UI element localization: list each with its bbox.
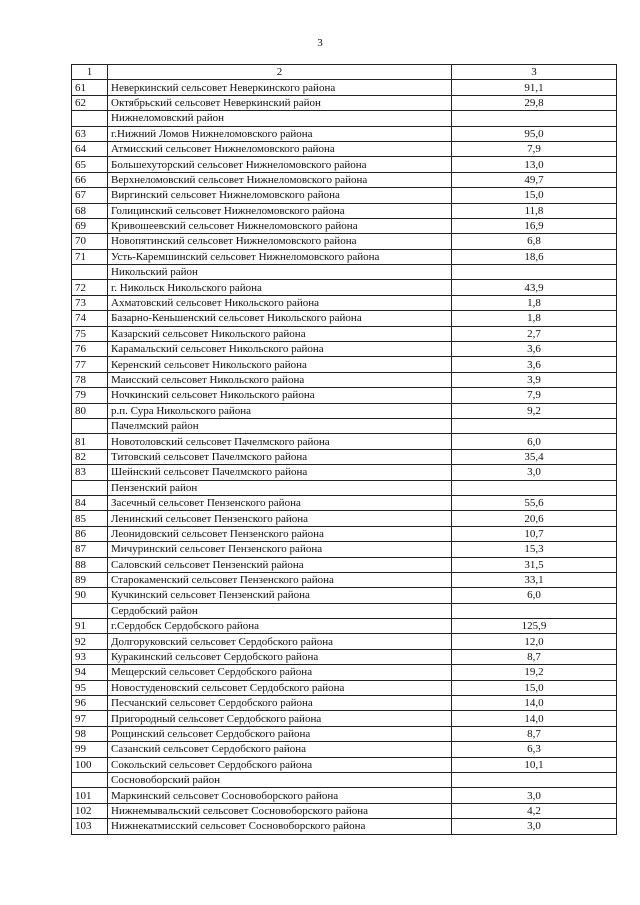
row-name: Голицинский сельсовет Нижнеломовского района: [108, 203, 452, 218]
table-row: [72, 311, 617, 326]
row-number: 84: [72, 495, 108, 510]
table-row: [72, 680, 617, 695]
page-number: 3: [317, 37, 323, 49]
row-number: 101: [72, 788, 108, 803]
row-number: 82: [72, 449, 108, 464]
row-name: Атмисский сельсовет Нижнеломовского района: [108, 141, 452, 156]
table-row: [72, 342, 617, 357]
table-row: [72, 726, 617, 741]
row-number: 97: [72, 711, 108, 726]
row-name: Ленинский сельсовет Пензенского района: [108, 511, 452, 526]
row-value: 3,0: [452, 819, 617, 834]
table-row: [72, 403, 617, 418]
row-value: 8,7: [452, 649, 617, 664]
row-number: 67: [72, 188, 108, 203]
row-value: 13,0: [452, 157, 617, 172]
row-name: Нижнекатмисский сельсовет Сосновоборского района: [108, 819, 452, 834]
row-number: 66: [72, 172, 108, 187]
row-name: Сердобский район: [108, 603, 452, 618]
row-name: Нижнемывальский сельсовет Сосновоборского района: [108, 803, 452, 818]
row-number: 71: [72, 249, 108, 264]
row-name: Кривошеевский сельсовет Нижнеломовского района: [108, 218, 452, 233]
row-name: г. Никольск Никольского района: [108, 280, 452, 295]
row-value: 10,1: [452, 757, 617, 772]
header-cell-value: 3: [452, 65, 617, 80]
row-number: 75: [72, 326, 108, 341]
table-row: [72, 280, 617, 295]
row-number: 90: [72, 588, 108, 603]
row-number: 87: [72, 542, 108, 557]
row-name: Пригородный сельсовет Сердобского района: [108, 711, 452, 726]
table-row: [72, 372, 617, 387]
table-row: [72, 234, 617, 249]
table-row: [72, 495, 617, 510]
table-row: [72, 788, 617, 803]
table-row: [72, 188, 617, 203]
row-number: 94: [72, 665, 108, 680]
row-number: 76: [72, 342, 108, 357]
row-number: 80: [72, 403, 108, 418]
row-number: [72, 480, 108, 495]
table-row: [72, 803, 617, 818]
table-row: [72, 542, 617, 557]
row-name: Засечный сельсовет Пензенского района: [108, 495, 452, 510]
row-name: Старокаменский сельсовет Пензенского района: [108, 572, 452, 587]
table-row: [72, 203, 617, 218]
table-row: [72, 95, 617, 110]
row-number: 62: [72, 95, 108, 110]
table-row: [72, 511, 617, 526]
table-row: [72, 588, 617, 603]
row-value: 8,7: [452, 726, 617, 741]
table-row: [72, 665, 617, 680]
row-number: 89: [72, 572, 108, 587]
row-number: 81: [72, 434, 108, 449]
table-row: [72, 742, 617, 757]
row-number: 100: [72, 757, 108, 772]
row-value: 16,9: [452, 218, 617, 233]
table-row: [72, 819, 617, 834]
row-value: 43,9: [452, 280, 617, 295]
row-number: 96: [72, 696, 108, 711]
row-value: 11,8: [452, 203, 617, 218]
table-row: [72, 557, 617, 572]
row-number: 61: [72, 80, 108, 95]
header-cell-number: 1: [72, 65, 108, 80]
row-name: Большехуторский сельсовет Нижнеломовского района: [108, 157, 452, 172]
row-name: Казарский сельсовет Никольского района: [108, 326, 452, 341]
row-number: 93: [72, 649, 108, 664]
row-value: 7,9: [452, 141, 617, 156]
row-name: Долгоруковский сельсовет Сердобского района: [108, 634, 452, 649]
district-heading-row: [72, 265, 617, 280]
row-number: 63: [72, 126, 108, 141]
row-value: 6,0: [452, 434, 617, 449]
table-row: [72, 634, 617, 649]
row-name: Сокольский сельсовет Сердобского района: [108, 757, 452, 772]
table-row: [72, 449, 617, 464]
table-row: [72, 295, 617, 310]
row-value: 95,0: [452, 126, 617, 141]
row-value: 9,2: [452, 403, 617, 418]
district-heading-row: [72, 480, 617, 495]
row-name: Саловский сельсовет Пензенский района: [108, 557, 452, 572]
row-value: 7,9: [452, 388, 617, 403]
row-number: 95: [72, 680, 108, 695]
row-name: р.п. Сура Никольского района: [108, 403, 452, 418]
row-name: Куракинский сельсовет Сердобского района: [108, 649, 452, 664]
row-name: г.Нижний Ломов Нижнеломовского района: [108, 126, 452, 141]
table-row: [72, 126, 617, 141]
row-name: г.Сердобск Сердобского района: [108, 619, 452, 634]
row-value: 1,8: [452, 295, 617, 310]
row-number: [72, 772, 108, 787]
table-row: [72, 357, 617, 372]
row-name: Новотоловский сельсовет Пачелмского района: [108, 434, 452, 449]
row-name: Пензенский район: [108, 480, 452, 495]
data-table: [71, 64, 617, 835]
table-row: [72, 141, 617, 156]
row-name: Мещерский сельсовет Сердобского района: [108, 665, 452, 680]
row-value: 15,0: [452, 680, 617, 695]
row-number: 88: [72, 557, 108, 572]
table-row: [72, 218, 617, 233]
row-value: [452, 111, 617, 126]
row-name: Верхнеломовский сельсовет Нижнеломовского района: [108, 172, 452, 187]
row-value: 18,6: [452, 249, 617, 264]
row-value: 91,1: [452, 80, 617, 95]
row-number: 98: [72, 726, 108, 741]
row-name: Нижнеломовский район: [108, 111, 452, 126]
table-row: [72, 465, 617, 480]
row-value: 3,0: [452, 788, 617, 803]
row-value: 125,9: [452, 619, 617, 634]
row-name: Усть-Каремшинский сельсовет Нижнеломовского района: [108, 249, 452, 264]
row-value: 6,8: [452, 234, 617, 249]
row-number: 99: [72, 742, 108, 757]
row-number: 69: [72, 218, 108, 233]
table-row: [72, 619, 617, 634]
row-number: 73: [72, 295, 108, 310]
row-value: [452, 772, 617, 787]
row-value: 2,7: [452, 326, 617, 341]
row-name: Рощинский сельсовет Сердобского района: [108, 726, 452, 741]
district-heading-row: [72, 111, 617, 126]
row-name: Новостуденовский сельсовет Сердобского района: [108, 680, 452, 695]
row-number: 68: [72, 203, 108, 218]
row-value: 33,1: [452, 572, 617, 587]
row-name: Леонидовский сельсовет Пензенского района: [108, 526, 452, 541]
table-row: [72, 711, 617, 726]
row-value: 3,6: [452, 342, 617, 357]
row-value: [452, 418, 617, 433]
row-value: [452, 480, 617, 495]
row-name: Октябрьский сельсовет Неверкинский район: [108, 95, 452, 110]
row-value: 19,2: [452, 665, 617, 680]
row-value: 29,8: [452, 95, 617, 110]
row-value: 4,2: [452, 803, 617, 818]
row-name: Никольский район: [108, 265, 452, 280]
row-number: 102: [72, 803, 108, 818]
row-number: 91: [72, 619, 108, 634]
row-number: 77: [72, 357, 108, 372]
row-name: Виргинский сельсовет Нижнеломовского района: [108, 188, 452, 203]
table-row: [72, 80, 617, 95]
header-row: [72, 65, 617, 80]
row-name: Сосновоборский район: [108, 772, 452, 787]
row-value: 3,9: [452, 372, 617, 387]
row-value: 35,4: [452, 449, 617, 464]
row-name: Песчанский сельсовет Сердобского района: [108, 696, 452, 711]
row-number: 74: [72, 311, 108, 326]
row-name: Шейнский сельсовет Пачелмского района: [108, 465, 452, 480]
row-value: 3,0: [452, 465, 617, 480]
row-name: Маисский сельсовет Никольского района: [108, 372, 452, 387]
table-row: [72, 757, 617, 772]
row-value: [452, 265, 617, 280]
row-value: [452, 603, 617, 618]
table-row: [72, 696, 617, 711]
row-name: Базарно-Кеньшенский сельсовет Никольского района: [108, 311, 452, 326]
row-number: 79: [72, 388, 108, 403]
header-cell-name: 2: [108, 65, 452, 80]
row-value: 3,6: [452, 357, 617, 372]
row-number: 64: [72, 141, 108, 156]
row-value: 12,0: [452, 634, 617, 649]
row-name: Маркинский сельсовет Сосновоборского района: [108, 788, 452, 803]
row-number: [72, 418, 108, 433]
row-value: 10,7: [452, 526, 617, 541]
table-row: [72, 157, 617, 172]
district-heading-row: [72, 772, 617, 787]
row-number: 92: [72, 634, 108, 649]
row-name: Ночкинский сельсовет Никольского района: [108, 388, 452, 403]
row-name: Титовский сельсовет Пачелмского района: [108, 449, 452, 464]
row-name: Неверкинский сельсовет Неверкинского района: [108, 80, 452, 95]
row-value: 14,0: [452, 711, 617, 726]
row-number: 83: [72, 465, 108, 480]
row-value: 20,6: [452, 511, 617, 526]
row-number: [72, 265, 108, 280]
row-number: 103: [72, 819, 108, 834]
row-number: [72, 111, 108, 126]
row-number: [72, 603, 108, 618]
table-row: [72, 649, 617, 664]
row-name: Мичуринский сельсовет Пензенского района: [108, 542, 452, 557]
row-name: Новопятинский сельсовет Нижнеломовского района: [108, 234, 452, 249]
table-row: [72, 172, 617, 187]
row-name: Сазанский сельсовет Сердобского района: [108, 742, 452, 757]
row-name: Карамальский сельсовет Никольского района: [108, 342, 452, 357]
table-row: [72, 249, 617, 264]
table-row: [72, 326, 617, 341]
row-value: 1,8: [452, 311, 617, 326]
row-value: 55,6: [452, 495, 617, 510]
row-value: 6,0: [452, 588, 617, 603]
row-value: 31,5: [452, 557, 617, 572]
row-value: 6,3: [452, 742, 617, 757]
row-value: 14,0: [452, 696, 617, 711]
row-value: 15,3: [452, 542, 617, 557]
row-number: 86: [72, 526, 108, 541]
table-row: [72, 434, 617, 449]
row-name: Керенский сельсовет Никольского района: [108, 357, 452, 372]
row-name: Пачелмский район: [108, 418, 452, 433]
row-number: 70: [72, 234, 108, 249]
table-row: [72, 572, 617, 587]
table-row: [72, 526, 617, 541]
row-value: 49,7: [452, 172, 617, 187]
row-name: Ахматовский сельсовет Никольского района: [108, 295, 452, 310]
table-body: [72, 65, 617, 835]
row-number: 65: [72, 157, 108, 172]
district-heading-row: [72, 603, 617, 618]
row-number: 78: [72, 372, 108, 387]
row-number: 72: [72, 280, 108, 295]
row-number: 85: [72, 511, 108, 526]
table-row: [72, 388, 617, 403]
row-name: Кучкинский сельсовет Пензенский района: [108, 588, 452, 603]
district-heading-row: [72, 418, 617, 433]
row-value: 15,0: [452, 188, 617, 203]
